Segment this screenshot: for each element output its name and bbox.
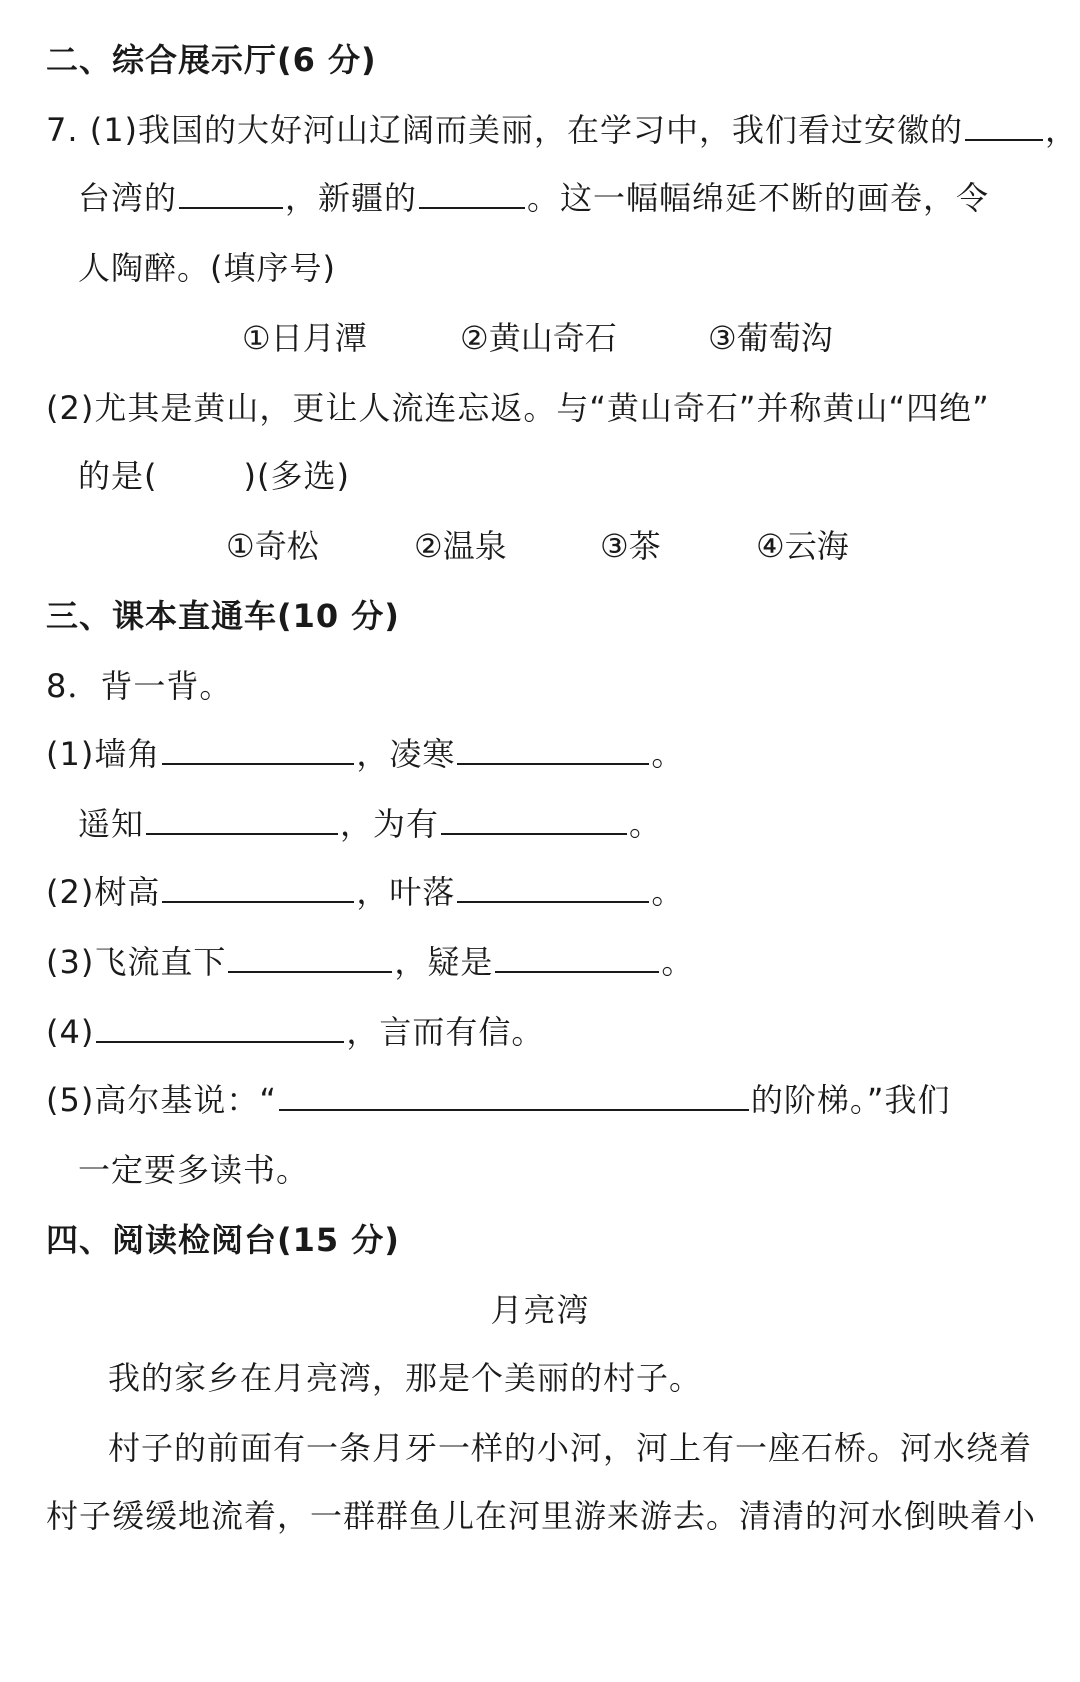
q8-text: ，凌寒	[356, 735, 456, 773]
answer-blank[interactable]	[457, 733, 649, 765]
q7-part1-line1	[46, 108, 1078, 152]
q8-line-7: 一定要多读书。	[78, 1151, 310, 1189]
q7-option2-3: ③茶	[600, 527, 661, 565]
q7-text: 台湾的	[78, 179, 178, 217]
section-heading-2: 二、综合展示厅(6 分)	[46, 41, 377, 79]
q7-option-3: ③葡萄沟	[708, 319, 833, 357]
q8-text: 。	[629, 805, 663, 843]
q8-text: ，疑是	[394, 943, 494, 981]
q8-text: (2)树高	[46, 873, 161, 911]
q7-part1-line3: 人陶醉。(填序号)	[78, 249, 336, 287]
q7-text: ，新疆的	[285, 179, 418, 217]
section-heading-3: 三、课本直通车(10 分)	[46, 597, 400, 635]
q7-option-2: ②黄山奇石	[460, 319, 617, 357]
reading-title: 月亮湾	[490, 1291, 590, 1329]
q8-text: ，为有	[340, 805, 440, 843]
q7-option2-1: ①奇松	[226, 527, 319, 565]
q8-text: (3)飞流直下	[46, 943, 227, 981]
q8-line-2	[78, 802, 662, 846]
q7-text: 7. (1)我国的大好河山辽阔而美丽，在学习中，我们看过安徽的	[46, 111, 964, 149]
reading-paragraph-1: 我的家乡在月亮湾，那是个美丽的村子。	[108, 1359, 703, 1397]
q8-text: (5)高尔基说：“	[46, 1081, 277, 1119]
q7-part1-line2	[78, 176, 989, 220]
q8-text: 。	[661, 943, 695, 981]
q7-part2-line2	[78, 454, 350, 498]
q8-text: (1)墙角	[46, 735, 161, 773]
answer-blank[interactable]	[457, 871, 649, 903]
answer-blank[interactable]	[96, 1011, 344, 1043]
answer-blank[interactable]	[965, 109, 1043, 141]
q8-text: ，言而有信。	[346, 1013, 545, 1051]
q8-line-6	[46, 1078, 951, 1122]
answer-blank[interactable]	[228, 941, 392, 973]
answer-blank[interactable]	[146, 803, 338, 835]
q8-text: ，叶落	[356, 873, 456, 911]
q7-text: 。这一幅幅绵延不断的画卷，令	[527, 179, 990, 217]
section-heading-4: 四、阅读检阅台(15 分)	[46, 1221, 400, 1259]
q8-line-1	[46, 732, 684, 776]
q8-text: 的阶梯。”我们	[750, 1081, 951, 1119]
q7-text: ，	[1045, 111, 1079, 149]
answer-blank[interactable]	[419, 177, 525, 209]
answer-blank[interactable]	[279, 1079, 749, 1111]
reading-paragraph-2-line-2: 村子缓缓地流着，一群群鱼儿在河里游来游去。清清的河水倒映着小	[46, 1497, 1037, 1535]
answer-blank[interactable]	[179, 177, 283, 209]
q8-text: 遥知	[78, 805, 145, 843]
q7-option2-2: ②温泉	[414, 527, 507, 565]
q7-option2-4: ④云海	[756, 527, 849, 565]
q8-line-3	[46, 870, 684, 914]
answer-blank[interactable]	[162, 871, 354, 903]
q7-part2-line1: (2)尤其是黄山，更让人流连忘返。与“黄山奇石”并称黄山“四绝”	[46, 389, 990, 427]
answer-blank[interactable]	[495, 941, 659, 973]
q7-option-1: ①日月潭	[242, 319, 367, 357]
q8-line-5	[46, 1010, 544, 1054]
q8-text: 。	[651, 735, 685, 773]
answer-blank[interactable]	[441, 803, 627, 835]
q8-title: 8．背一背。	[46, 667, 233, 705]
q8-line-4	[46, 940, 694, 984]
q8-text: (4)	[46, 1013, 95, 1051]
q7-text: )(多选)	[243, 457, 350, 495]
q8-text: 。	[651, 873, 685, 911]
reading-paragraph-2-line-1: 村子的前面有一条月牙一样的小河，河上有一座石桥。河水绕着	[108, 1429, 1033, 1467]
answer-blank[interactable]	[162, 733, 354, 765]
q7-text: 的是(	[78, 457, 158, 495]
